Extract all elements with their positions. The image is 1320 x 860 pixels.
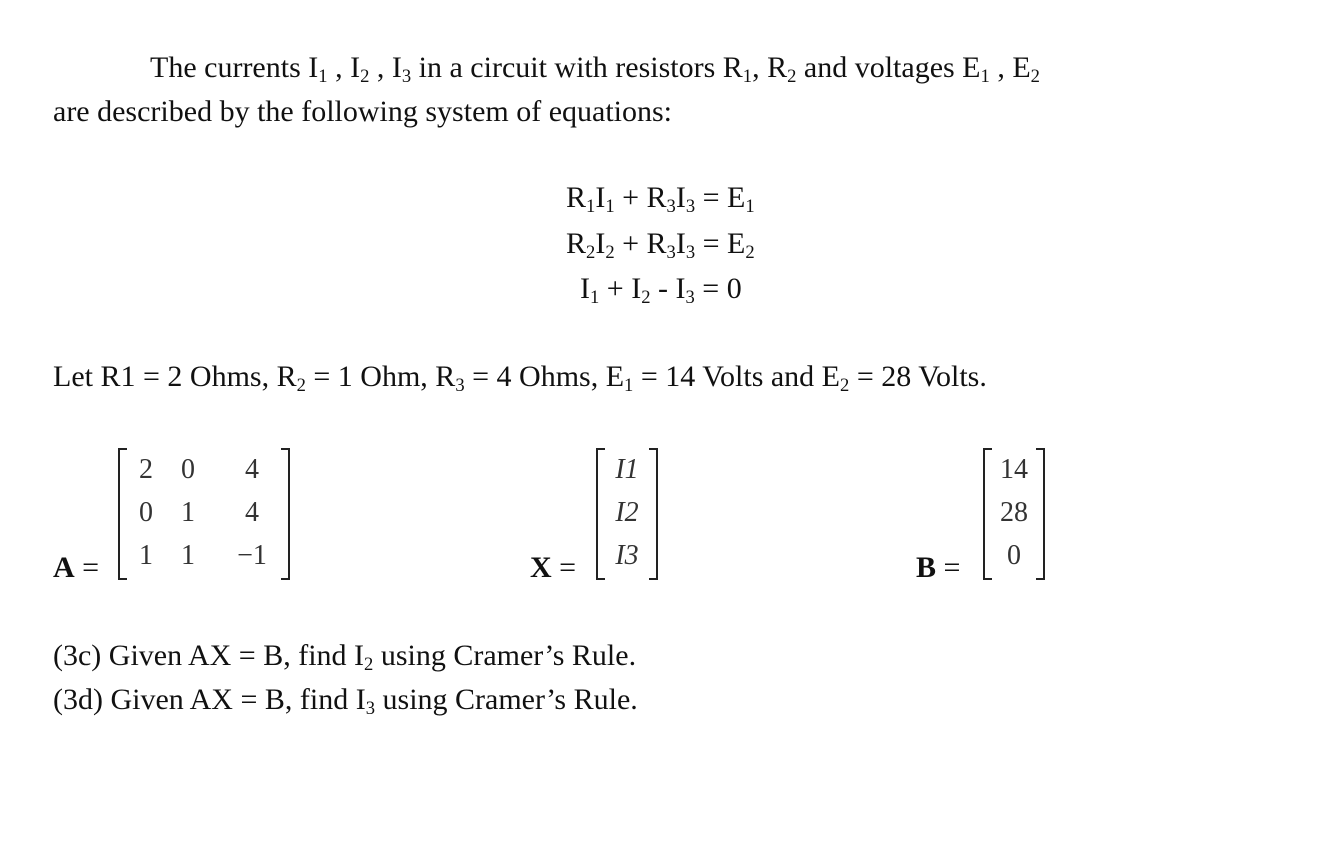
matrix-x-cell: I2 <box>615 497 639 528</box>
matrix-x <box>596 448 658 580</box>
left-bracket <box>596 448 605 580</box>
matrix-x-cell: I3 <box>615 540 639 571</box>
intro-line-2: are described by the following system of equations: <box>53 95 673 128</box>
matrix-a-cell: 4 <box>245 497 259 528</box>
matrix-a-label: A = <box>53 551 100 584</box>
right-bracket <box>649 448 658 580</box>
matrix-b <box>983 448 1045 580</box>
given-values: Let R1 = 2 Ohms, $R_2 = 1$ Ohm, $R_3 = 4$ Ohms, $E_1 = 14$ Volts and $E_2 = 28$ Volts. <box>53 360 987 397</box>
equation-2: $R_2I_2 + R_3I_3 = E_2$ <box>566 227 755 264</box>
equation-1: $R_1I_1 + R_3I_3 = E_1$ <box>566 181 755 218</box>
matrix-a-cell: 1 <box>181 540 195 571</box>
matrix-a-cell: 2 <box>139 454 153 485</box>
matrix-b-label: B = <box>916 551 961 584</box>
matrix-a <box>118 448 290 580</box>
question-3d: (3d) Given AX = B, find $I_3$ using Cramer’s Rule. <box>53 683 638 720</box>
matrix-x-label: X = <box>530 551 577 584</box>
matrix-a-cell: −1 <box>237 540 267 571</box>
matrix-a-cell: 0 <box>139 497 153 528</box>
matrix-a-cell: 1 <box>139 540 153 571</box>
matrix-a-cell: 0 <box>181 454 195 485</box>
right-bracket <box>1036 448 1045 580</box>
equation-3: $I_1 + I_2 - I_3 = 0$ <box>580 272 742 309</box>
intro-line-1: The currents $I_1$ , $I_2$ , $I_3$ in a circuit with resistors $R_1$, $R_2$ and voltages $E_1$ , $E_2$ <box>150 51 1040 88</box>
matrix-a-cell: 1 <box>181 497 195 528</box>
left-bracket <box>983 448 992 580</box>
matrix-b-cell: 28 <box>1000 497 1028 528</box>
matrix-x-cell: I1 <box>615 454 639 485</box>
matrix-b-cell: 14 <box>1000 454 1028 485</box>
right-bracket <box>281 448 290 580</box>
matrix-a-cell: 4 <box>245 454 259 485</box>
question-3c: (3c) Given AX = B, find $I_2$ using Cramer’s Rule. <box>53 639 637 676</box>
matrix-b-cell: 0 <box>1007 540 1021 571</box>
